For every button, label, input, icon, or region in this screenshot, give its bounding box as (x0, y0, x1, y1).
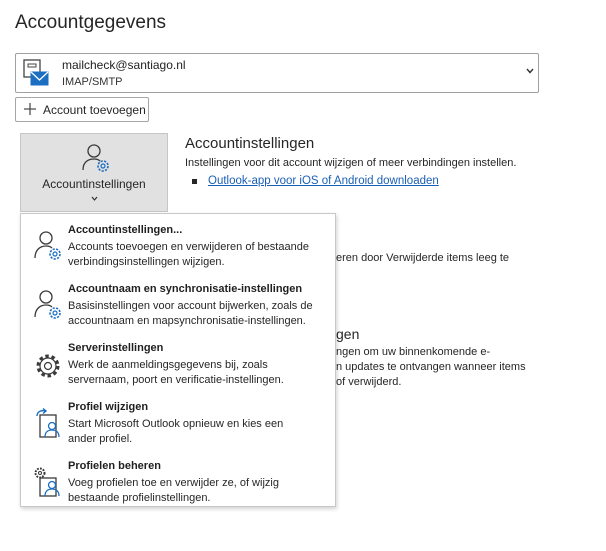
account-type: IMAP/SMTP (62, 76, 123, 88)
background-text: ngen om uw binnenkomende e- (336, 346, 491, 358)
account-settings-label: Accountinstellingen (42, 177, 146, 191)
mail-account-icon (23, 59, 49, 87)
menu-item-account-name-sync[interactable] (21, 273, 335, 331)
plus-icon (23, 102, 37, 116)
menu-item-description: Accounts toevoegen en verwijderen of bestaande verbindingsinstellingen wijzigen. (68, 241, 309, 268)
menu-item-title: Profielen beheren (68, 460, 161, 472)
menu-item-description: Start Microsoft Outlook opnieuw en kies een ander profiel. (68, 418, 284, 445)
add-account-label: Account toevoegen (43, 103, 146, 117)
account-settings-button[interactable] (20, 133, 168, 212)
menu-item-title: Accountnaam en synchronisatie-instellingen (68, 283, 303, 295)
menu-item-title: Serverinstellingen (68, 342, 164, 354)
menu-item-description: Basisinstellingen voor account bijwerken, zoals de accountnaam en mapsynchronisatie-instellingen. (68, 300, 313, 327)
menu-item-title: Profiel wijzigen (68, 401, 149, 413)
background-text: n updates te ontvangen wanneer items (336, 361, 526, 373)
menu-item-description: Werk de aanmeldingsgegevens bij, zoals servernaam, poort en verificatie-instellingen. (68, 359, 284, 386)
section-description: Instellingen voor dit account wijzigen of meer verbindingen instellen. (185, 157, 517, 169)
background-heading: gen (336, 326, 360, 342)
menu-item-server-settings[interactable] (21, 332, 335, 390)
menu-item-change-profile[interactable] (21, 391, 335, 449)
account-settings-dropdown (20, 213, 336, 507)
page-title: Accountgegevens (15, 12, 167, 33)
chevron-down-icon (91, 196, 98, 201)
menu-item-manage-profiles[interactable] (21, 450, 335, 508)
menu-item-title: Accountinstellingen... (68, 224, 183, 236)
background-text: of verwijderd. (336, 376, 402, 388)
add-account-button[interactable] (15, 97, 149, 122)
profile-manage-icon (34, 466, 64, 498)
chevron-down-icon[interactable] (526, 68, 534, 74)
person-gear-icon (34, 289, 64, 321)
account-email: mailcheck@santiago.nl (62, 58, 186, 72)
account-selector[interactable] (15, 53, 539, 93)
background-text: eren door Verwijderde items leeg te (336, 252, 510, 264)
gear-icon (34, 348, 64, 380)
download-app-link[interactable]: Outlook-app voor iOS of Android downloaden (208, 175, 439, 187)
person-gear-icon (34, 230, 64, 262)
profile-switch-icon (34, 407, 64, 439)
menu-item-account-settings[interactable] (21, 214, 335, 272)
section-title: Accountinstellingen (185, 135, 315, 152)
bullet (192, 179, 197, 184)
person-gear-icon (81, 143, 113, 175)
menu-item-description: Voeg profielen toe en verwijder ze, of wijzig bestaande profielinstellingen. (68, 477, 279, 504)
